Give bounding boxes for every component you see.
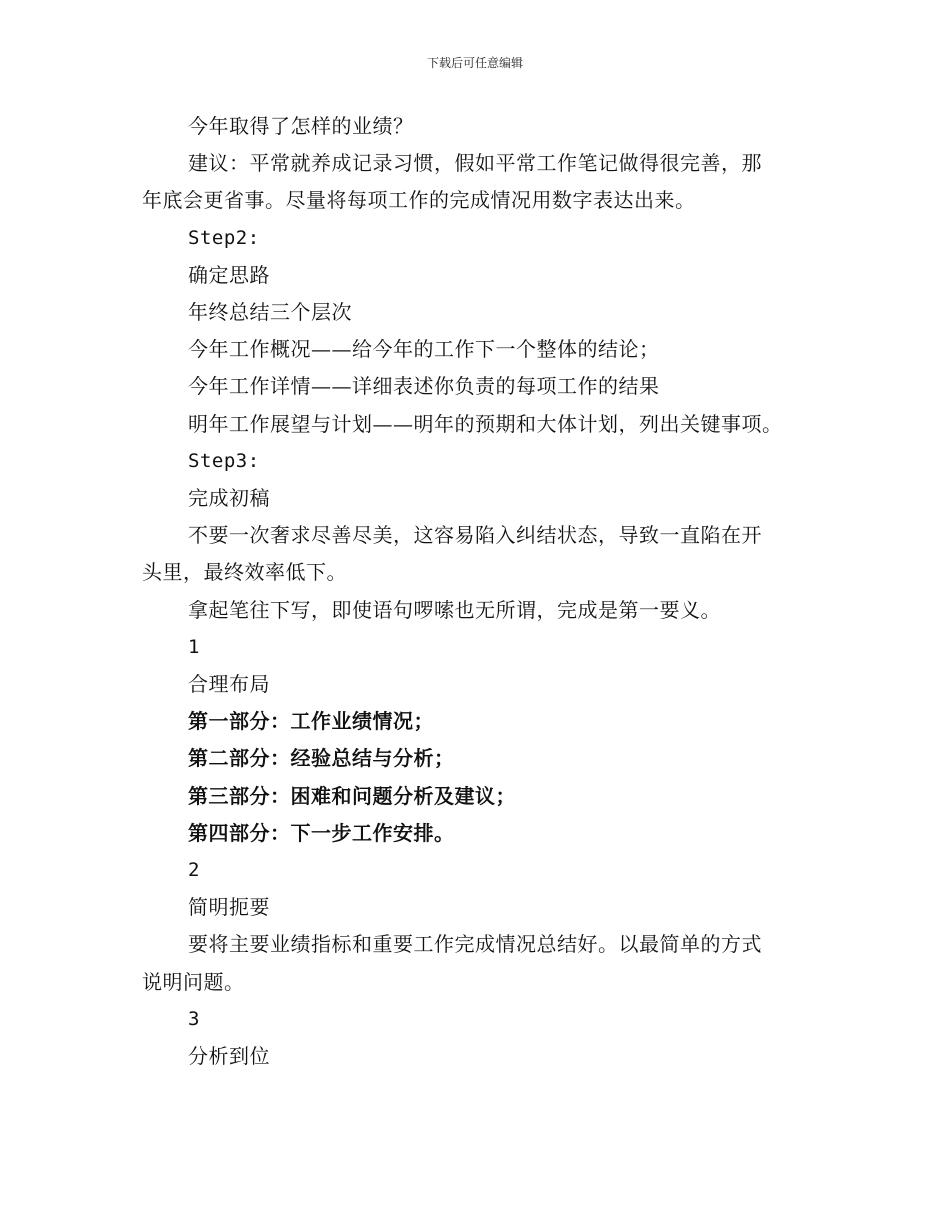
document-body (142, 108, 814, 1075)
section-heading: 简明扼要 (188, 895, 270, 920)
paragraph-line: 年终总结三个层次 (188, 300, 352, 325)
paragraph-line: 今年工作概况——给今年的工作下一个整体的结论； (188, 337, 660, 362)
bold-item: 第一部分：工作业绩情况； (188, 709, 434, 734)
paragraph-line: 明年工作展望与计划——明年的预期和大体计划，列出关键事项。 (188, 411, 783, 436)
bold-item: 第二部分：经验总结与分析； (188, 746, 455, 771)
section-heading: 完成初稿 (188, 486, 270, 511)
step-label: Step3: (188, 449, 260, 472)
step-label: Step2: (188, 226, 260, 249)
paragraph-line: 不要一次奢求尽善尽美，这容易陷入纠结状态，导致一直陷在开 (188, 523, 762, 548)
paragraph-line: 年底会更省事。尽量将每项工作的完成情况用数字表达出来。 (142, 188, 696, 213)
paragraph-line: 头里，最终效率低下。 (142, 560, 347, 585)
number-label: 1 (188, 635, 200, 658)
bold-item: 第三部分：困难和问题分析及建议； (188, 783, 516, 808)
paragraph-line: 要将主要业绩指标和重要工作完成情况总结好。以最简单的方式 (188, 932, 762, 957)
paragraph-line: 建议：平常就养成记录习惯，假如平常工作笔记做得很完善，那 (188, 151, 762, 176)
page-header: 下载后可任意编辑 (426, 56, 523, 70)
paragraph-line: 说明问题。 (142, 969, 245, 994)
paragraph-line: 今年工作详情——详细表述你负责的每项工作的结果 (188, 374, 660, 399)
bold-item: 第四部分：下一步工作安排。 (188, 820, 455, 845)
paragraph-line: 今年取得了怎样的业绩？ (188, 114, 414, 138)
section-heading: 合理布局 (188, 672, 270, 697)
section-heading: 分析到位 (188, 1044, 270, 1069)
paragraph-line: 拿起笔往下写，即使语句啰嗦也无所谓，完成是第一要义。 (188, 597, 721, 622)
number-label: 3 (188, 1007, 200, 1030)
section-heading: 确定思路 (188, 262, 270, 287)
number-label: 2 (188, 859, 200, 882)
